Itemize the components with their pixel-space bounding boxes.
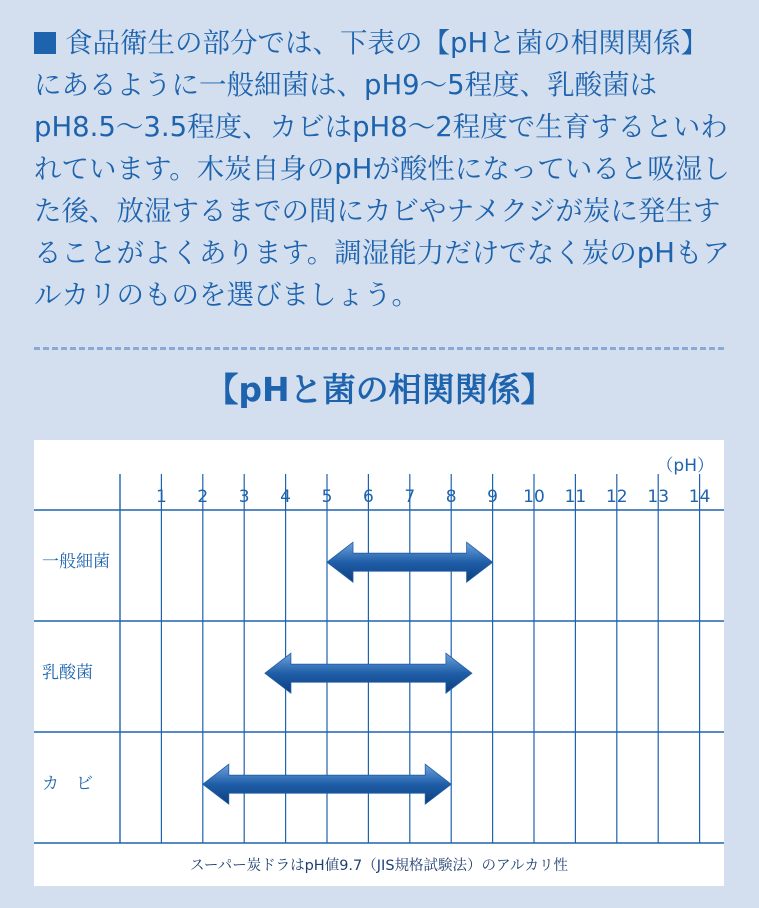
tick-label-5: 5 <box>321 487 333 507</box>
ph-chart-card <box>34 440 724 886</box>
tick-label-7: 7 <box>404 487 416 507</box>
row-label-1: 一般細菌 <box>42 552 110 573</box>
tick-label-12: 12 <box>605 487 628 507</box>
row-label-3: カ ビ <box>42 774 93 795</box>
dashed-divider <box>34 347 724 350</box>
tick-label-13: 13 <box>647 487 670 507</box>
row-label-2: 乳酸菌 <box>42 663 93 684</box>
tick-label-4: 4 <box>280 487 292 507</box>
tick-label-2: 2 <box>197 487 209 507</box>
tick-label-1: 1 <box>155 487 167 507</box>
tick-label-11: 11 <box>564 487 587 507</box>
axis-unit: （pH） <box>656 456 714 476</box>
tick-label-14: 14 <box>688 487 711 507</box>
tick-label-3: 3 <box>238 487 250 507</box>
tick-label-8: 8 <box>445 487 457 507</box>
intro-paragraph <box>34 22 734 316</box>
tick-label-10: 10 <box>523 487 545 507</box>
footnote: スーパー炭ドラはpH値9.7（JIS規格試験法）のアルカリ性 <box>190 858 568 874</box>
intro-text: 食品衛生の部分では、下表の【pHと菌の相関関係】にあるように一般細菌は、pH9～5程度、乳酸菌はpH8.5～3.5程度、カビはpH8～2程度で生育するといわれています。木炭自身のpHが酸性になっていると吸湿した後、放湿するまでの間にカビやナメクジが炭に発生することがよくあります。調湿能力だけでなく炭のpHもアルカリのものを選びましょう。 <box>34 27 730 311</box>
ph-range-chart <box>34 440 724 886</box>
tick-label-6: 6 <box>362 487 374 507</box>
tick-label-9: 9 <box>487 487 499 507</box>
chart-heading: 【pHと菌の相関関係】 <box>205 370 554 409</box>
square-bullet-icon <box>34 32 56 54</box>
